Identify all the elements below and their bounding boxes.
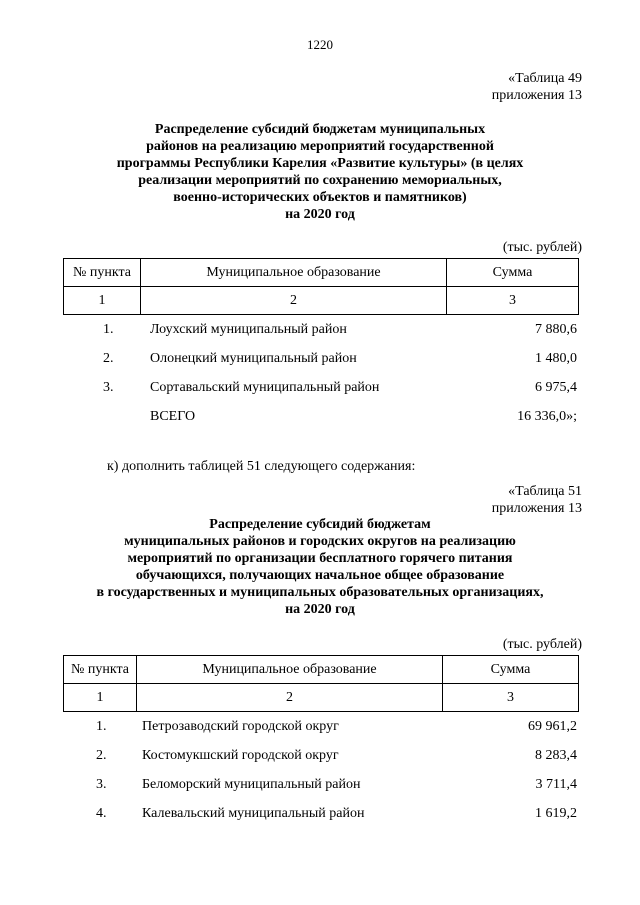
table51-body [63,719,579,835]
row-number: 3. [96,777,107,792]
table49-title-line: реализации мероприятий по сохранению мемориальных, [138,173,502,188]
row-total-label: ВСЕГО [150,409,196,424]
row-municipality: Лоухский муниципальный район [150,322,347,337]
row-sum: 8 283,4 [535,748,577,763]
row-municipality: Сортавальский муниципальный район [150,380,380,395]
table49-title-line: военно-исторических объектов и памятников) [173,190,467,205]
header-cell-municipality: Муниципальное образование [141,259,447,287]
numbering-cell: 3 [447,287,579,315]
table-row [63,719,579,748]
table49-body [63,322,579,438]
table49-ref-line2: приложения 13 [491,88,582,103]
header-cell-municipality: Муниципальное образование [137,656,443,684]
table49-header [63,258,579,315]
table49-numbering-row [64,287,579,315]
table-row [63,806,579,835]
row-number: 1. [96,719,107,734]
row-number: 4. [96,806,107,821]
numbering-cell: 3 [443,684,579,712]
table51-title-line: Распределение субсидий бюджетам [209,517,431,532]
header-cell-sum: Сумма [443,656,579,684]
row-municipality: Калевальский муниципальный район [142,806,365,821]
page-number: 1220 [307,37,333,52]
row-municipality: Костомукшский городской округ [142,748,339,763]
table51-title-line: на 2020 год [285,602,355,617]
row-sum: 1 480,0 [535,351,577,366]
table51-title-line: мероприятий по организации бесплатного горячего питания [127,551,513,566]
row-number: 2. [96,748,107,763]
table51-title-line: муниципальных районов и городских округов на реализацию [124,534,516,549]
table49-title-line: районов на реализацию мероприятий государственной [146,139,494,154]
header-cell-number: № пункта [64,656,137,684]
table49-reference [492,70,582,104]
numbering-cell: 1 [64,684,137,712]
table49-title-line: на 2020 год [285,207,355,222]
table51-title-line: в государственных и муниципальных образовательных организациях, [96,585,544,600]
table-row [63,322,579,351]
numbering-cell: 2 [141,287,447,315]
row-number: 3. [103,380,114,395]
row-number: 1. [103,322,114,337]
row-sum: 6 975,4 [535,380,577,395]
table51-ref-line2: приложения 13 [491,501,582,516]
table-row-total [63,409,579,438]
table51-reference [492,483,582,517]
table-row [63,777,579,806]
row-sum: 1 619,2 [535,806,577,821]
numbering-cell: 2 [137,684,443,712]
table51-title [0,516,640,618]
table49-title-line: программы Республики Карелия «Развитие культуры» (в целях [116,156,524,171]
table49-header-row [64,259,579,287]
row-municipality: Олонецкий муниципальный район [150,351,357,366]
table49-title-line: Распределение субсидий бюджетам муниципальных [154,122,486,137]
row-number: 2. [103,351,114,366]
header-cell-number: № пункта [64,259,141,287]
table51-ref-line1: «Таблица 51 [508,484,582,499]
table51-title-line: обучающихся, получающих начальное общее образование [135,568,505,583]
header-cell-sum: Сумма [447,259,579,287]
row-municipality: Петрозаводский городской округ [142,719,339,734]
table51-header [63,655,579,712]
table-row [63,380,579,409]
table49-units: (тыс. рублей) [502,240,582,255]
table49-title [0,121,640,223]
numbering-cell: 1 [64,287,141,315]
row-sum: 3 711,4 [535,777,577,792]
row-sum: 7 880,6 [535,322,577,337]
table-row [63,748,579,777]
table51-numbering-row [64,684,579,712]
table49-ref-line1: «Таблица 49 [508,71,582,86]
amendment-paragraph: к) дополнить таблицей 51 следующего содержания: [107,459,416,474]
table51-header-row [64,656,579,684]
table51-units: (тыс. рублей) [502,637,582,652]
table-row [63,351,579,380]
row-total-sum: 16 336,0»; [517,409,577,424]
row-sum: 69 961,2 [528,719,577,734]
row-municipality: Беломорский муниципальный район [142,777,361,792]
